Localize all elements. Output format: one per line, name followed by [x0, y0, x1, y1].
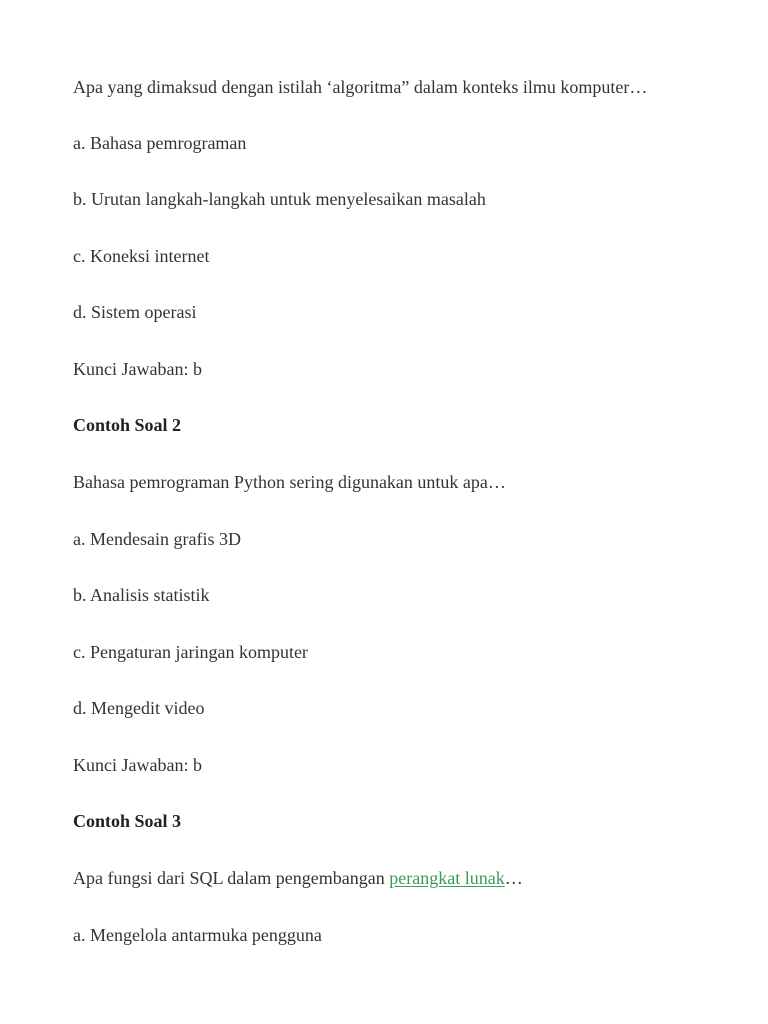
question-3-text-after: …: [504, 868, 523, 888]
question-2-text: Bahasa pemrograman Python sering digunakan untuk apa…: [73, 472, 506, 492]
question-1-option-a: a. Bahasa pemrograman: [73, 133, 247, 153]
question-3-text: [73, 867, 523, 889]
question-1-option-d: d. Sistem operasi: [73, 302, 197, 322]
question-2-option-c: c. Pengaturan jaringan komputer: [73, 642, 308, 662]
question-2-option-d: d. Mengedit video: [73, 698, 205, 718]
question-3-heading: Contoh Soal 3: [73, 811, 182, 831]
question-1-option-b: b. Urutan langkah-langkah untuk menyelesaikan masalah: [73, 189, 486, 209]
question-1-answer-key: Kunci Jawaban: b: [73, 359, 202, 379]
question-3-text-before: Apa fungsi dari SQL dalam pengembangan: [73, 868, 390, 888]
question-2-option-a: a. Mendesain grafis 3D: [73, 529, 241, 549]
question-2-answer-key: Kunci Jawaban: b: [73, 755, 202, 775]
question-2-heading: Contoh Soal 2: [73, 415, 182, 435]
perangkat-lunak-link[interactable]: perangkat lunak: [389, 868, 505, 888]
question-2-option-b: b. Analisis statistik: [73, 585, 210, 605]
question-1-text: Apa yang dimaksud dengan istilah ‘algoritma” dalam konteks ilmu komputer…: [73, 77, 648, 97]
question-3-option-a: a. Mengelola antarmuka pengguna: [73, 925, 322, 945]
question-1-option-c: c. Koneksi internet: [73, 246, 210, 266]
